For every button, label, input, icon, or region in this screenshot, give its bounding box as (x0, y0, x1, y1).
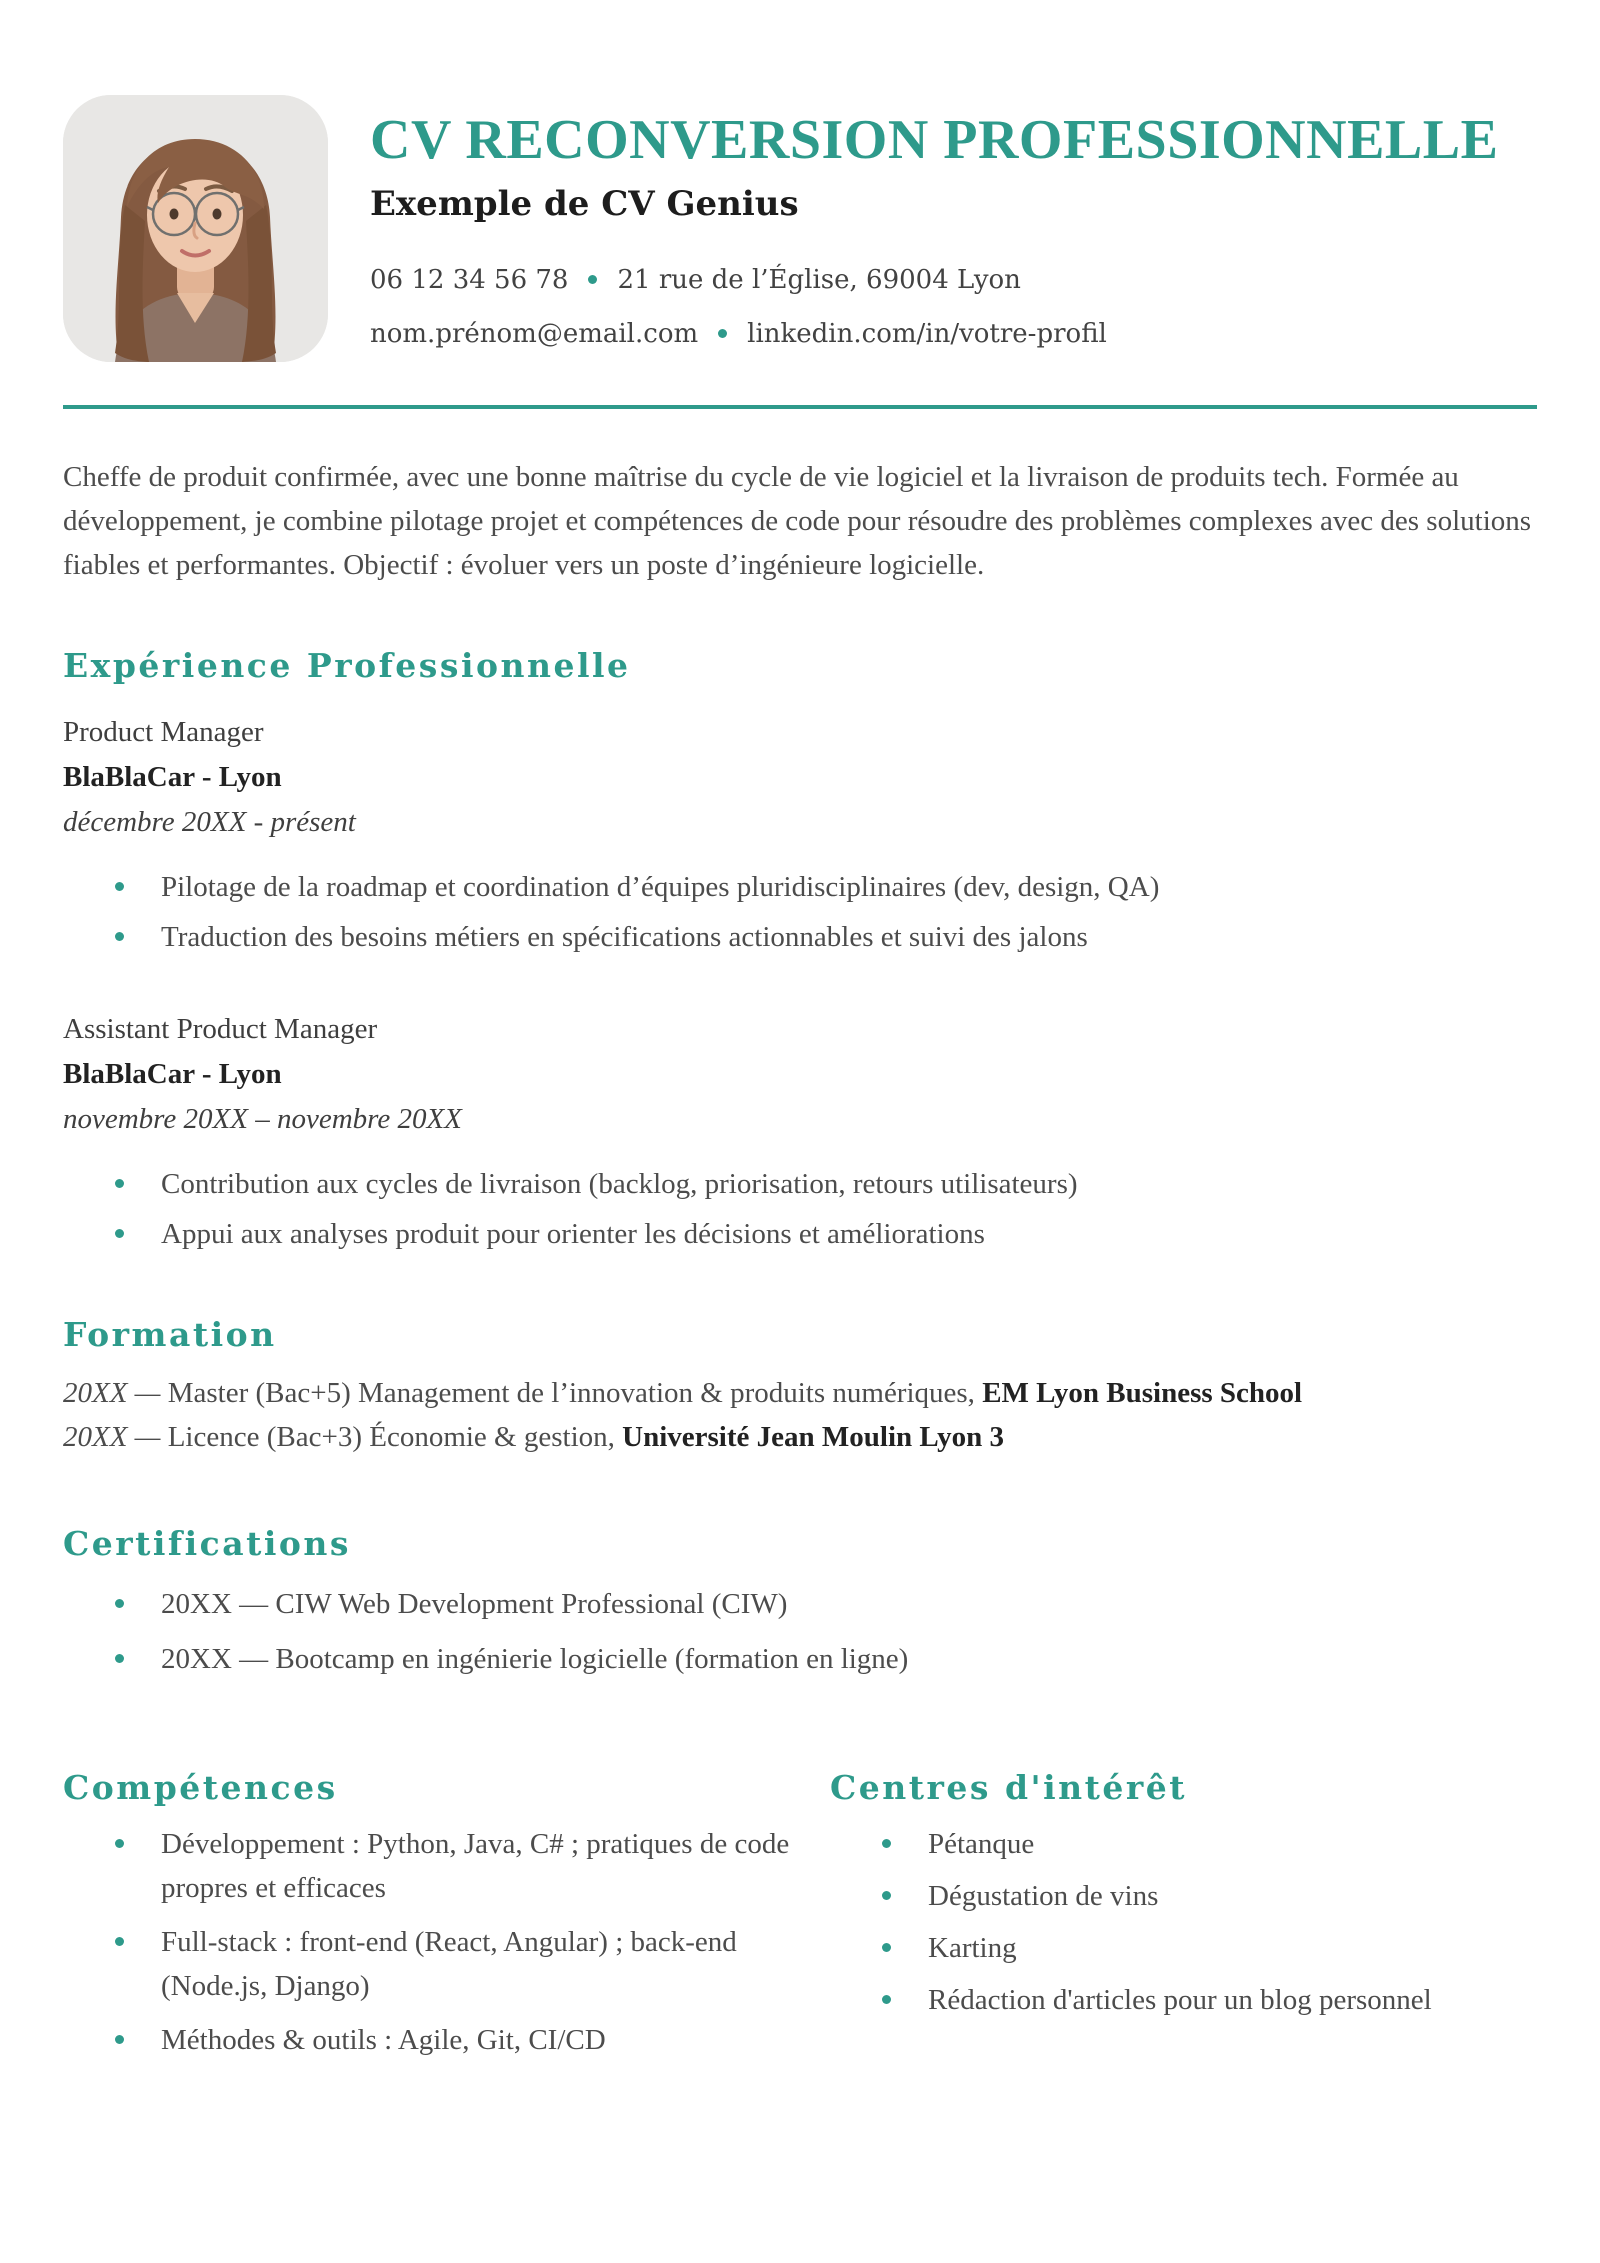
section-formation (63, 1314, 1537, 1459)
formation-school: Université Jean Moulin Lyon 3 (622, 1420, 1004, 1453)
job-role: Product Manager (63, 715, 264, 748)
contact-row-1 (370, 265, 1498, 295)
section-title-competences: Compétences (63, 1767, 338, 1807)
bullet-item: Contribution aux cycles de livraison (backlog, priorisation, retours utilisateurs) (115, 1162, 1537, 1206)
contact-email: nom.prénom@email.com (370, 318, 699, 349)
interest-item: Dégustation de vins (882, 1874, 1537, 1918)
separator-dot-icon (588, 275, 597, 284)
job-dates: novembre 20XX – novembre 20XX (63, 1102, 462, 1135)
formation-degree: Master (Bac+5) Management de l’innovation & produits numériques, (160, 1376, 983, 1409)
contact-linkedin: linkedin.com/in/votre-profil (747, 318, 1107, 349)
job-company: BlaBlaCar - Lyon (63, 760, 282, 793)
separator-dot-icon (718, 329, 727, 338)
job-role: Assistant Product Manager (63, 1012, 378, 1045)
section-title-interests: Centres d'intérêt (830, 1767, 1188, 1807)
formation-entries (63, 1371, 1537, 1459)
section-experience (63, 645, 1537, 1256)
job-bullet-list (63, 865, 1537, 959)
certification-item: 20XX — CIW Web Development Professional (CIW) (115, 1582, 1537, 1626)
job-entry (63, 710, 1537, 959)
formation-school: EM Lyon Business School (982, 1376, 1303, 1409)
profile-photo-illustration (63, 95, 328, 362)
bullet-item: Traduction des besoins métiers en spécifications actionnables et suivi des jalons (115, 915, 1537, 959)
certification-item: 20XX — Bootcamp en ingénierie logicielle (formation en ligne) (115, 1637, 1537, 1681)
formation-entry (63, 1371, 1537, 1415)
bullet-item: Appui aux analyses produit pour orienter les décisions et améliorations (115, 1212, 1537, 1256)
skill-list (63, 1822, 793, 2062)
header-text-block (370, 95, 1498, 362)
interest-item: Pétanque (882, 1822, 1537, 1866)
contact-phone: 06 12 34 56 78 (370, 264, 569, 295)
interest-list (830, 1822, 1537, 2022)
skill-item: Méthodes & outils : Agile, Git, CI/CD (115, 2018, 793, 2062)
job-dates: décembre 20XX - présent (63, 805, 356, 838)
two-column-section (63, 1767, 1537, 2072)
section-title-certifications: Certifications (63, 1523, 351, 1563)
page-title: CV RECONVERSION PROFESSIONNELLE (370, 109, 1499, 171)
job-company: BlaBlaCar - Lyon (63, 1057, 282, 1090)
formation-entry (63, 1415, 1537, 1459)
skill-item: Développement : Python, Java, C# ; pratiques de code propres et efficaces (115, 1822, 793, 1910)
formation-degree: Licence (Bac+3) Économie & gestion, (160, 1420, 623, 1453)
certification-list (63, 1582, 1537, 1681)
summary-text: Cheffe de produit confirmée, avec une bonne maîtrise du cycle de vie logiciel et la livraison de produits tech. Formée au développement, je combine pilotage projet et compétences de code pour résoudre des problèmes complexes avec des solutions fiables et performantes. Objectif : évoluer vers un poste d’ingénieure logicielle. (63, 461, 1532, 581)
section-title-formation: Formation (63, 1314, 277, 1354)
interest-item: Rédaction d'articles pour un blog personnel (882, 1978, 1537, 2022)
job-bullet-list (63, 1162, 1537, 1256)
section-competences (63, 1767, 793, 2072)
formation-year: 20XX — (63, 1376, 161, 1409)
job-entry (63, 1007, 1537, 1256)
bullet-item: Pilotage de la roadmap et coordination d’équipes pluridisciplinaires (dev, design, QA) (115, 865, 1537, 909)
contact-address: 21 rue de l’Église, 69004 Lyon (617, 264, 1021, 295)
interest-item: Karting (882, 1926, 1537, 1970)
formation-year: 20XX — (63, 1420, 161, 1453)
section-certifications (63, 1523, 1537, 1681)
skill-item: Full-stack : front-end (React, Angular) ; back-end (Node.js, Django) (115, 1920, 793, 2008)
page-subtitle: Exemple de CV Genius (370, 183, 799, 224)
cv-header (63, 0, 1537, 362)
header-divider (63, 405, 1537, 409)
contact-row-2 (370, 319, 1498, 349)
section-interests (830, 1767, 1537, 2072)
profile-photo (63, 95, 328, 362)
section-title-experience: Expérience Professionnelle (63, 646, 631, 685)
